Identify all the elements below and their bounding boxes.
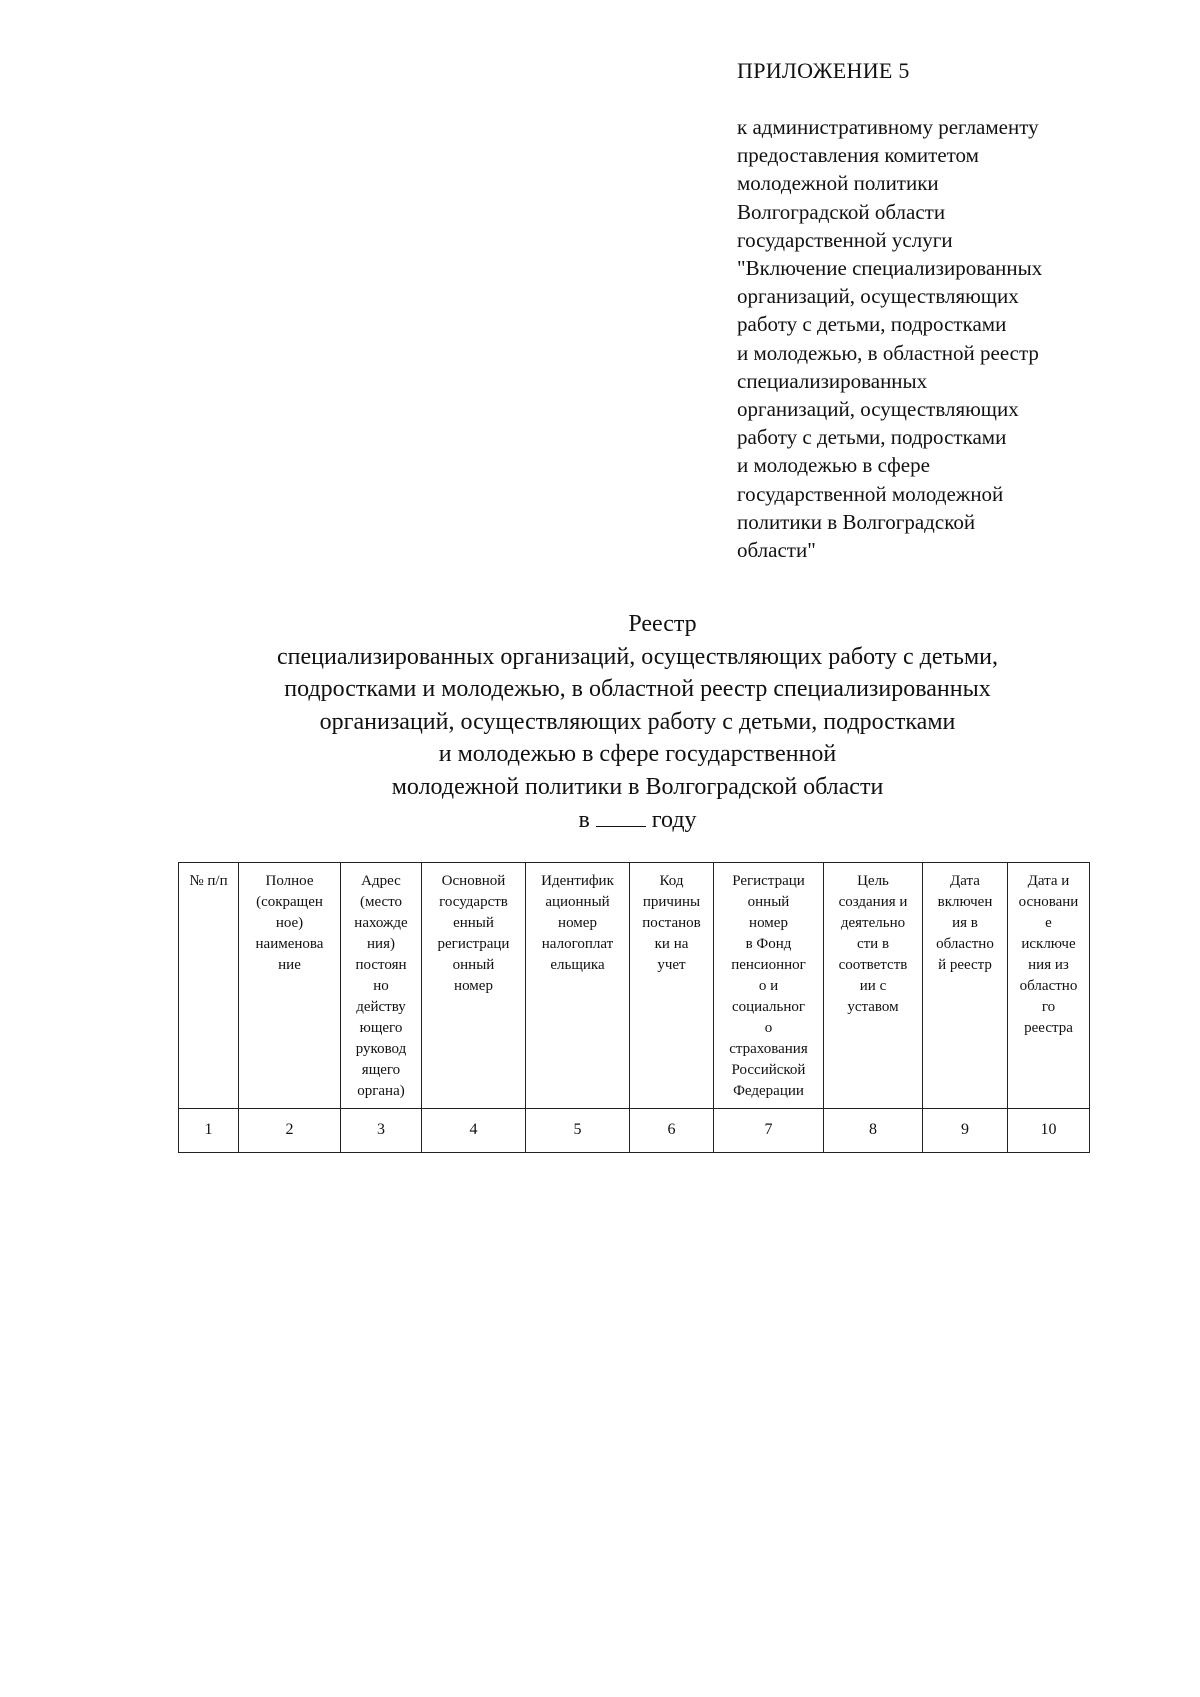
column-header-line: постанов bbox=[642, 915, 701, 931]
column-header bbox=[1008, 863, 1090, 1109]
column-header-line: регистраци bbox=[437, 936, 510, 952]
column-header-line: ния из bbox=[1028, 957, 1069, 973]
column-header bbox=[630, 863, 714, 1109]
heading-line: и молодежью в сфере государственной bbox=[438, 741, 837, 768]
appendix-line: Волгоградской области bbox=[737, 199, 946, 224]
column-header-line: но bbox=[373, 978, 389, 994]
column-header-line: (сокращен bbox=[256, 894, 323, 910]
column-header-line: социальног bbox=[731, 999, 805, 1015]
appendix-line: политики в Волгоградской bbox=[737, 509, 976, 534]
column-header-line: Код bbox=[659, 873, 684, 889]
column-header-line: номер bbox=[558, 915, 597, 931]
column-header-line: ния) bbox=[367, 936, 395, 952]
column-header-line: нахожде bbox=[354, 915, 408, 931]
column-header-line: Российской bbox=[731, 1062, 806, 1078]
appendix-line: и молодежью, в областной реестр bbox=[737, 340, 1039, 365]
register-heading bbox=[150, 608, 1125, 836]
appendix-line: специализированных bbox=[737, 368, 928, 393]
column-number-cell: 7 bbox=[714, 1109, 824, 1153]
appendix-line: организаций, осуществляющих bbox=[737, 397, 1019, 422]
column-header-line: налогоплат bbox=[541, 936, 614, 952]
column-header-line: номер bbox=[454, 978, 493, 994]
column-header-line: действу bbox=[356, 999, 406, 1015]
column-header-line: о и bbox=[758, 978, 779, 994]
column-header bbox=[714, 863, 824, 1109]
column-header-line: Цель bbox=[857, 873, 889, 889]
column-header-line: го bbox=[1041, 999, 1056, 1015]
column-header-line: наименова bbox=[255, 936, 324, 952]
column-header-line: (место bbox=[359, 894, 403, 910]
column-header-line: о bbox=[764, 1020, 773, 1036]
column-header-line: Дата bbox=[950, 873, 980, 889]
column-header-line: областно bbox=[936, 936, 994, 952]
column-header-line: онный bbox=[452, 957, 495, 973]
column-header-line: е bbox=[1045, 915, 1052, 931]
year-prefix: в bbox=[578, 806, 590, 833]
column-number-cell: 4 bbox=[422, 1109, 526, 1153]
heading-line: Реестр bbox=[628, 611, 697, 637]
column-header bbox=[341, 863, 422, 1109]
year-suffix: году bbox=[651, 806, 697, 833]
appendix-line: государственной молодежной bbox=[737, 481, 1004, 506]
column-header-line: областно bbox=[1019, 978, 1078, 994]
year-blank bbox=[596, 806, 646, 827]
column-header-line: сти в bbox=[856, 936, 890, 952]
column-header-line: Адрес bbox=[361, 873, 401, 889]
heading-line: подростками и молодежью, в областной реестр специализированных bbox=[284, 676, 991, 703]
column-header-line: государств bbox=[439, 894, 508, 910]
column-header-line: ия в bbox=[952, 915, 978, 931]
column-header-line: Полное bbox=[265, 873, 314, 889]
appendix-line: работу с детьми, подростками bbox=[737, 425, 1007, 450]
column-header-line: Основной bbox=[441, 873, 506, 889]
column-header-line: № п/п bbox=[189, 873, 228, 889]
appendix-line: и молодежью в сфере bbox=[737, 453, 930, 478]
column-header-line: ное) bbox=[275, 915, 304, 931]
table-row bbox=[179, 1109, 1090, 1153]
column-header-line: исключе bbox=[1021, 936, 1076, 952]
column-header-line: причины bbox=[642, 894, 701, 910]
column-header-line: основани bbox=[1018, 894, 1079, 910]
column-header bbox=[923, 863, 1008, 1109]
column-header-line: реестра bbox=[1024, 1020, 1073, 1036]
appendix-line: молодежной политики bbox=[737, 171, 939, 196]
appendix-line: предоставления комитетом bbox=[737, 143, 979, 168]
column-header-line: постоян bbox=[355, 957, 407, 973]
column-header-line: ющего bbox=[359, 1020, 403, 1036]
appendix-line: государственной услуги bbox=[737, 227, 953, 252]
column-header-line: енный bbox=[453, 915, 494, 931]
heading-line: молодежной политики в Волгоградской области bbox=[391, 773, 884, 800]
column-header-line: ельщика bbox=[550, 957, 605, 973]
column-header bbox=[422, 863, 526, 1109]
column-header-line: органа) bbox=[357, 1083, 405, 1099]
column-header-line: ационный bbox=[545, 894, 610, 910]
column-number-cell: 5 bbox=[526, 1109, 630, 1153]
column-header-line: ящего bbox=[361, 1062, 401, 1078]
appendix-line: области" bbox=[737, 538, 816, 563]
column-header-line: пенсионног bbox=[731, 957, 806, 973]
appendix-line: к административному регламенту bbox=[737, 115, 1039, 139]
column-number-cell: 2 bbox=[239, 1109, 341, 1153]
appendix-line: организаций, осуществляющих bbox=[737, 284, 1019, 309]
appendix-title: ПРИЛОЖЕНИЕ 5 bbox=[737, 58, 910, 83]
appendix-caption bbox=[737, 113, 1042, 564]
column-header bbox=[239, 863, 341, 1109]
column-header-line: Идентифик bbox=[541, 873, 614, 889]
heading-line: специализированных организаций, осуществляющих работу с детьми, bbox=[277, 643, 998, 670]
column-header-line: создания и bbox=[838, 894, 908, 910]
column-number-cell: 1 bbox=[179, 1109, 239, 1153]
column-header-line: включен bbox=[937, 894, 993, 910]
column-header-line: ки на bbox=[654, 936, 689, 952]
column-header-line: страхования bbox=[729, 1041, 808, 1057]
column-header-line: ии с bbox=[859, 978, 887, 994]
column-header bbox=[824, 863, 923, 1109]
column-header-line: номер bbox=[749, 915, 788, 931]
register-table bbox=[178, 862, 1090, 1153]
column-header-line: учет bbox=[657, 957, 686, 973]
column-header-line: руковод bbox=[355, 1041, 407, 1057]
column-header-line: й реестр bbox=[938, 957, 992, 973]
column-header-line: соответств bbox=[838, 957, 908, 973]
column-header-line: Федерации bbox=[733, 1083, 804, 1099]
column-number-cell: 10 bbox=[1008, 1109, 1090, 1153]
appendix-line: "Включение специализированных bbox=[737, 256, 1043, 281]
column-header-line: онный bbox=[747, 894, 790, 910]
column-number-cell: 8 bbox=[824, 1109, 923, 1153]
column-number-cell: 6 bbox=[630, 1109, 714, 1153]
appendix-line: работу с детьми, подростками bbox=[737, 312, 1007, 337]
column-header-line: деятельно bbox=[840, 915, 906, 931]
column-number-cell: 9 bbox=[923, 1109, 1008, 1153]
heading-year-line bbox=[150, 804, 1125, 837]
column-header-line: в Фонд bbox=[745, 936, 792, 952]
column-header bbox=[526, 863, 630, 1109]
column-header-line: Дата и bbox=[1027, 873, 1070, 889]
column-header-line: ние bbox=[278, 957, 301, 973]
heading-line: организаций, осуществляющих работу с детьми, подростками bbox=[319, 708, 956, 735]
table-header-row bbox=[179, 863, 1090, 1109]
column-header-line: Регистраци bbox=[732, 873, 805, 889]
column-number-cell: 3 bbox=[341, 1109, 422, 1153]
column-header-line: уставом bbox=[847, 999, 899, 1015]
column-header bbox=[179, 863, 239, 1109]
